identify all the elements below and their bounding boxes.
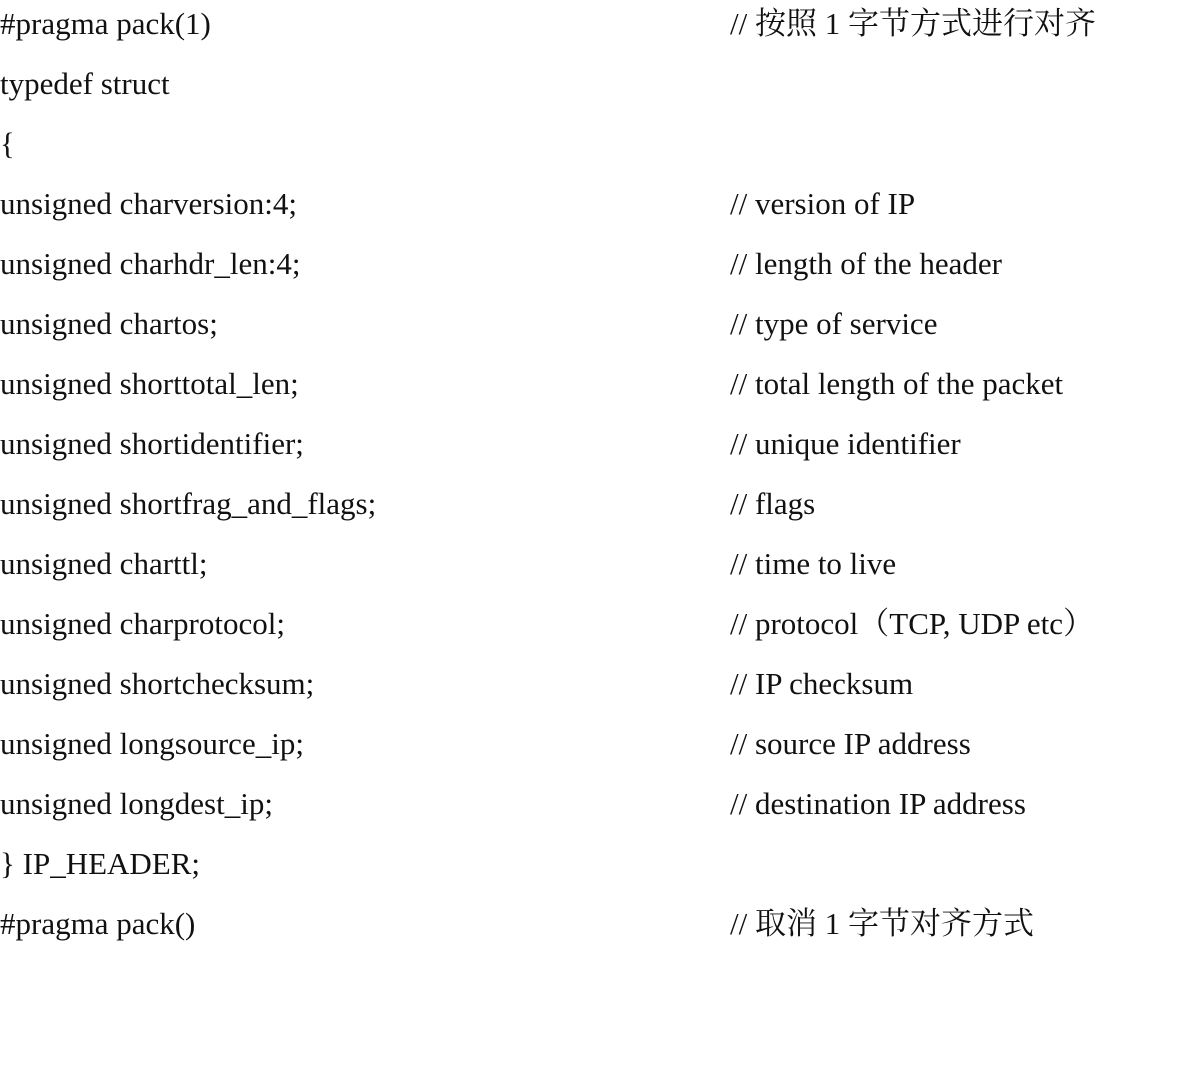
code-line (0, 122, 1194, 182)
code-comment: // length of the header (730, 246, 1003, 281)
code-line (0, 242, 1194, 302)
code-text: typedef struct (0, 66, 170, 101)
code-text: unsigned chartos; (0, 306, 218, 341)
code-line (0, 542, 1194, 602)
code-text: { (0, 126, 15, 161)
code-comment: // 取消 1 字节对齐方式 (730, 906, 1034, 941)
code-comment: // IP checksum (730, 666, 914, 701)
code-line (0, 662, 1194, 722)
code-line (0, 422, 1194, 482)
code-comment: // time to live (730, 546, 897, 581)
code-text: unsigned charversion:4; (0, 186, 298, 221)
code-line (0, 2, 1194, 62)
code-line (0, 62, 1194, 122)
code-comment: // source IP address (730, 726, 971, 761)
code-line (0, 842, 1194, 902)
code-comment: // unique identifier (730, 426, 961, 461)
code-line (0, 182, 1194, 242)
code-comment: // flags (730, 486, 816, 521)
code-line (0, 482, 1194, 542)
code-text: unsigned shorttotal_len; (0, 366, 299, 401)
code-line (0, 362, 1194, 422)
code-comment: // destination IP address (730, 786, 1026, 821)
code-line (0, 782, 1194, 842)
code-comment: // 按照 1 字节方式进行对齐 (730, 6, 1096, 41)
code-text: unsigned shortchecksum; (0, 666, 315, 701)
code-text: #pragma pack() (0, 906, 196, 941)
code-comment: // version of IP (730, 186, 916, 221)
code-comment: // total length of the packet (730, 366, 1064, 401)
code-text: unsigned charprotocol; (0, 606, 285, 641)
code-text: unsigned charhdr_len:4; (0, 246, 301, 281)
code-line (0, 602, 1194, 662)
code-comment: // type of service (730, 306, 938, 341)
code-line (0, 302, 1194, 362)
code-text: unsigned longdest_ip; (0, 786, 273, 821)
code-text: unsigned shortfrag_and_flags; (0, 486, 377, 521)
code-comment: // protocol（TCP, UDP etc） (730, 606, 1094, 641)
code-text: unsigned charttl; (0, 546, 208, 581)
code-text: unsigned shortidentifier; (0, 426, 304, 461)
code-line (0, 902, 1194, 962)
code-text: unsigned longsource_ip; (0, 726, 304, 761)
code-line (0, 722, 1194, 782)
code-text: } IP_HEADER; (0, 846, 201, 881)
code-text: #pragma pack(1) (0, 6, 211, 41)
